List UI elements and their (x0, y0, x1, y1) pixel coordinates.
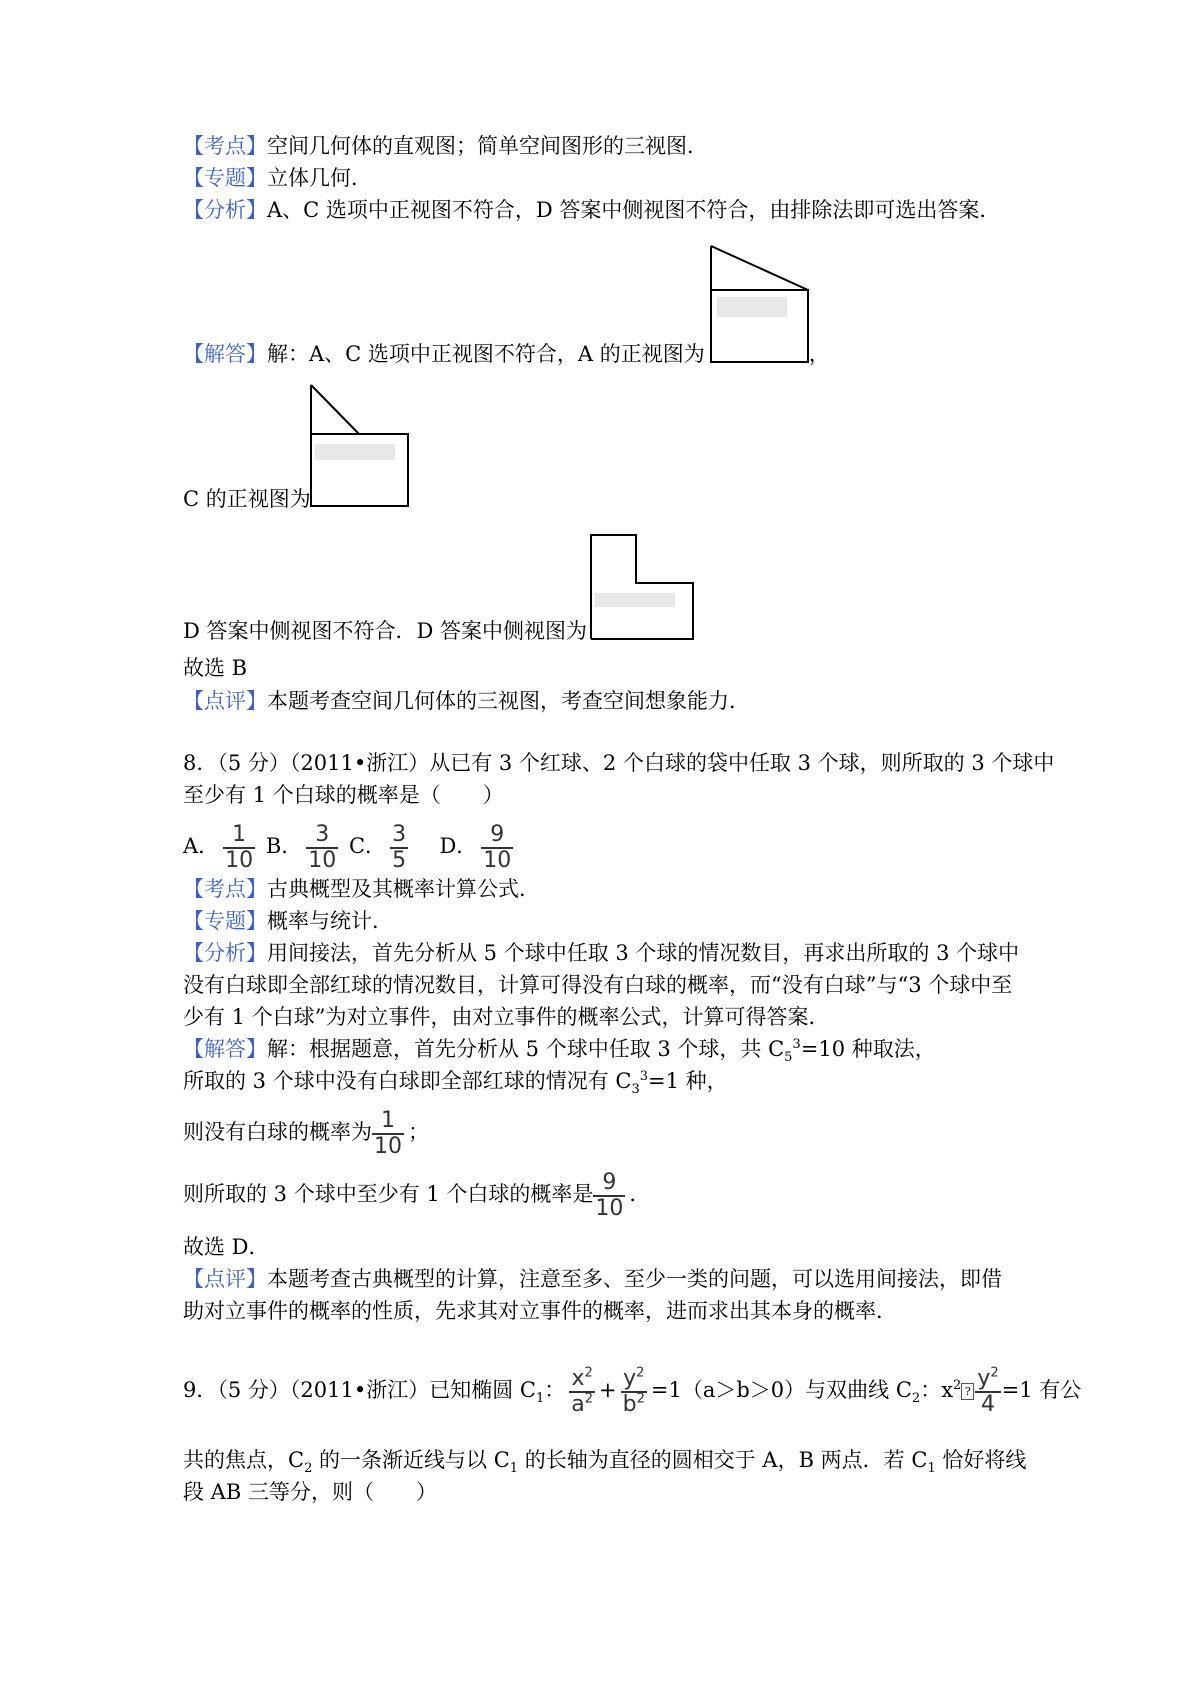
q9-stem-line1 (183, 1358, 1081, 1422)
q8-stem-line2 (183, 780, 504, 810)
q8-jieda3-fraction: $\frac{1}{10}$ (374, 1107, 402, 1159)
zhuanti-text: 立体几何． (267, 166, 372, 190)
q9-stem-c: ：x (920, 1378, 954, 1402)
q9-sub2: 2 (911, 1391, 921, 1407)
c-view-text: C 的正视图为 (183, 487, 311, 511)
q8-dianping-line2 (183, 1296, 897, 1326)
q9-stem-line2: 共的焦点，$C_2$ 的一条渐近线与以 $C_1$ 的长轴为直径的圆相交于 A，B 两点．若 $C_1$ 恰好将线 (183, 1448, 1027, 1477)
q8-option-b-fraction: $\frac{3}{10}$ (308, 821, 337, 873)
q8-jieda2-sub: 3 (631, 1082, 640, 1098)
q8-options (183, 818, 517, 874)
q8-kaodian-line (183, 874, 540, 904)
q8-jieda-tag: 【解答】 (183, 1037, 267, 1061)
q8-jieda2-text-a: 所取的 3 个球中没有白球即全部红球的情况有 C (183, 1069, 632, 1093)
q8-fenxi-line2 (183, 970, 1012, 1000)
zhuanti-tag: 【专题】 (183, 166, 267, 190)
jieda-text: 解：A、C 选项中正视图不符合，A 的正视图为 (267, 342, 705, 366)
q8-jieda-line1 (183, 1034, 936, 1064)
jieda-line (183, 339, 830, 369)
q9-stem-d: =1 有公 (1001, 1378, 1082, 1402)
q8-conclusion-line (183, 1232, 270, 1262)
q9-sub1: 1 (535, 1391, 545, 1407)
q8-conclusion-text: 故选 D． (183, 1235, 270, 1259)
q8-dianping-tag: 【点评】 (183, 1267, 267, 1291)
q8-dianping-line1 (183, 1264, 1002, 1294)
q8-option-c: C． $\frac{3}{5}$ (348, 821, 407, 873)
q9-fraction-y2-4: $\frac{y^2}{4}$ (977, 1365, 999, 1417)
q8-jieda-text-a: 解：根据题意，首先分析从 5 个球中任取 3 个球，共 C (267, 1037, 785, 1061)
conclusion-b-line (183, 653, 247, 683)
q8-zhuanti-text: 概率与统计． (267, 909, 393, 933)
q9-line2-b: 的一条渐近线与以 C (312, 1448, 510, 1472)
q9-fraction-y2-b2: $\frac{y^2}{b^2}$ (622, 1365, 645, 1417)
q8-fenxi-text2: 没有白球即全部红球的情况数目，计算可得没有白球的概率，而“没有白球”与“3 个球中至 (183, 973, 1013, 997)
d-view-text: D 答案中侧视图不符合．D 答案中侧视图为 (183, 619, 588, 643)
q8-jieda4-text: 则所取的 3 个球中至少有 1 个白球的概率是 (183, 1182, 594, 1206)
q8-jieda3-text: 则没有白球的概率为 (183, 1120, 372, 1144)
q8-fenxi-line3 (183, 1002, 829, 1032)
q8-kaodian-text: 古典概型及其概率计算公式． (267, 877, 540, 901)
fenxi-tag: 【分析】 (183, 198, 267, 222)
kaodian-tag: 【考点】 (183, 134, 267, 158)
q8-jieda3-tail: ； (408, 1120, 429, 1144)
q8-option-d: D． $\frac{9}{10}$ (439, 821, 512, 873)
q8-jieda2-sup: 3 (639, 1069, 649, 1084)
q8-stem2: 至少有 1 个白球的概率是（ ） (183, 783, 504, 807)
q9-stem-b: =1（a＞b＞0）与双曲线 C (650, 1378, 912, 1402)
q9-line3: 段 AB 三等分，则（ ） (183, 1480, 437, 1504)
d-view-line (183, 616, 587, 646)
q9-stem-a: 9．（5 分）（2011•浙江）已知椭圆 C (183, 1378, 536, 1402)
q8-jieda-sub: 5 (784, 1050, 793, 1066)
q8-fenxi-tag: 【分析】 (183, 941, 267, 965)
q9-plus: + (599, 1378, 617, 1402)
figure-d-side-view (589, 533, 697, 643)
q8-jieda2-text-b: =1 种， (648, 1069, 728, 1093)
q8-zhuanti-line (183, 906, 393, 936)
q9-colon: ： (544, 1378, 566, 1402)
q9-stem-line3 (183, 1477, 437, 1507)
q9-x-sup: 2 (953, 1378, 962, 1393)
figure-d-shading (595, 593, 675, 607)
fenxi-line (183, 195, 1000, 225)
q8-jieda-sup: 3 (792, 1037, 801, 1052)
q8-jieda-text-b: =10 种取法， (800, 1037, 936, 1061)
q9-missing-glyph: ? (961, 1383, 974, 1400)
q8-fenxi-line1 (183, 938, 1019, 968)
q8-stem-line1 (183, 748, 1054, 778)
q9-line2-d: 恰好将线 (935, 1448, 1027, 1472)
fenxi-text: A、C 选项中正视图不符合，D 答案中侧视图不符合，由排除法即可选出答案． (267, 198, 1001, 222)
q8-stem1: 8．（5 分）（2011•浙江）从已有 3 个红球、2 个白球的袋中任取 3 个球，则所取的 3 个球中 (183, 751, 1055, 775)
figure-a-shading (717, 297, 787, 317)
q8-jieda-line2 (183, 1066, 728, 1096)
q8-jieda-line4 (183, 1166, 650, 1222)
dianping-text: 本题考查空间几何体的三视图，考查空间想象能力． (267, 689, 750, 713)
q8-fenxi-text3: 少有 1 个白球”为对立事件，由对立事件的概率公式，计算可得答案． (183, 1005, 830, 1029)
kaodian-line (183, 131, 708, 161)
q8-dianping-text2: 助对立事件的概率的性质，先求其对立事件的概率，进而求出其本身的概率． (183, 1299, 897, 1323)
q9-line2-c: 的长轴为直径的圆相交于 A，B 两点．若 C (518, 1448, 928, 1472)
zhuanti-line (183, 163, 372, 193)
figure-c-front-view (309, 384, 413, 510)
q8-fenxi-text: 用间接法，首先分析从 5 个球中任取 3 个球的情况数目，再求出所取的 3 个球中 (267, 941, 1020, 965)
dianping-tag: 【点评】 (183, 689, 267, 713)
q8-jieda-line3 (183, 1104, 429, 1160)
q8-kaodian-tag: 【考点】 (183, 877, 267, 901)
kaodian-text: 空间几何体的直观图；简单空间图形的三视图． (267, 134, 708, 158)
q8-jieda4-fraction: $\frac{9}{10}$ (595, 1169, 624, 1221)
q8-option-b: B． $\frac{3}{10}$ (265, 821, 337, 873)
q9-fraction-x2-a2: $\frac{x^2}{a^2}$ (571, 1365, 594, 1417)
q8-option-a-fraction: $\frac{1}{10}$ (225, 821, 254, 873)
q9-line2-a: 共的焦点，C (183, 1448, 305, 1472)
q8-option-c-fraction: $\frac{3}{5}$ (392, 821, 407, 873)
jieda-tail: ， (808, 342, 830, 366)
jieda-tag: 【解答】 (183, 342, 267, 366)
q8-option-d-fraction: $\frac{9}{10}$ (483, 821, 512, 873)
q8-zhuanti-tag: 【专题】 (183, 909, 267, 933)
q8-dianping-text: 本题考查古典概型的计算，注意至多、至少一类的问题，可以选用间接法，即借 (267, 1267, 1002, 1291)
conclusion-b-text: 故选 B (183, 656, 248, 680)
figure-c-shading (315, 444, 395, 460)
q8-option-a: A． $\frac{1}{10}$ (183, 821, 254, 873)
q8-jieda4-tail: ． (629, 1182, 651, 1206)
c-view-line (183, 484, 311, 514)
dianping-line (183, 686, 750, 716)
